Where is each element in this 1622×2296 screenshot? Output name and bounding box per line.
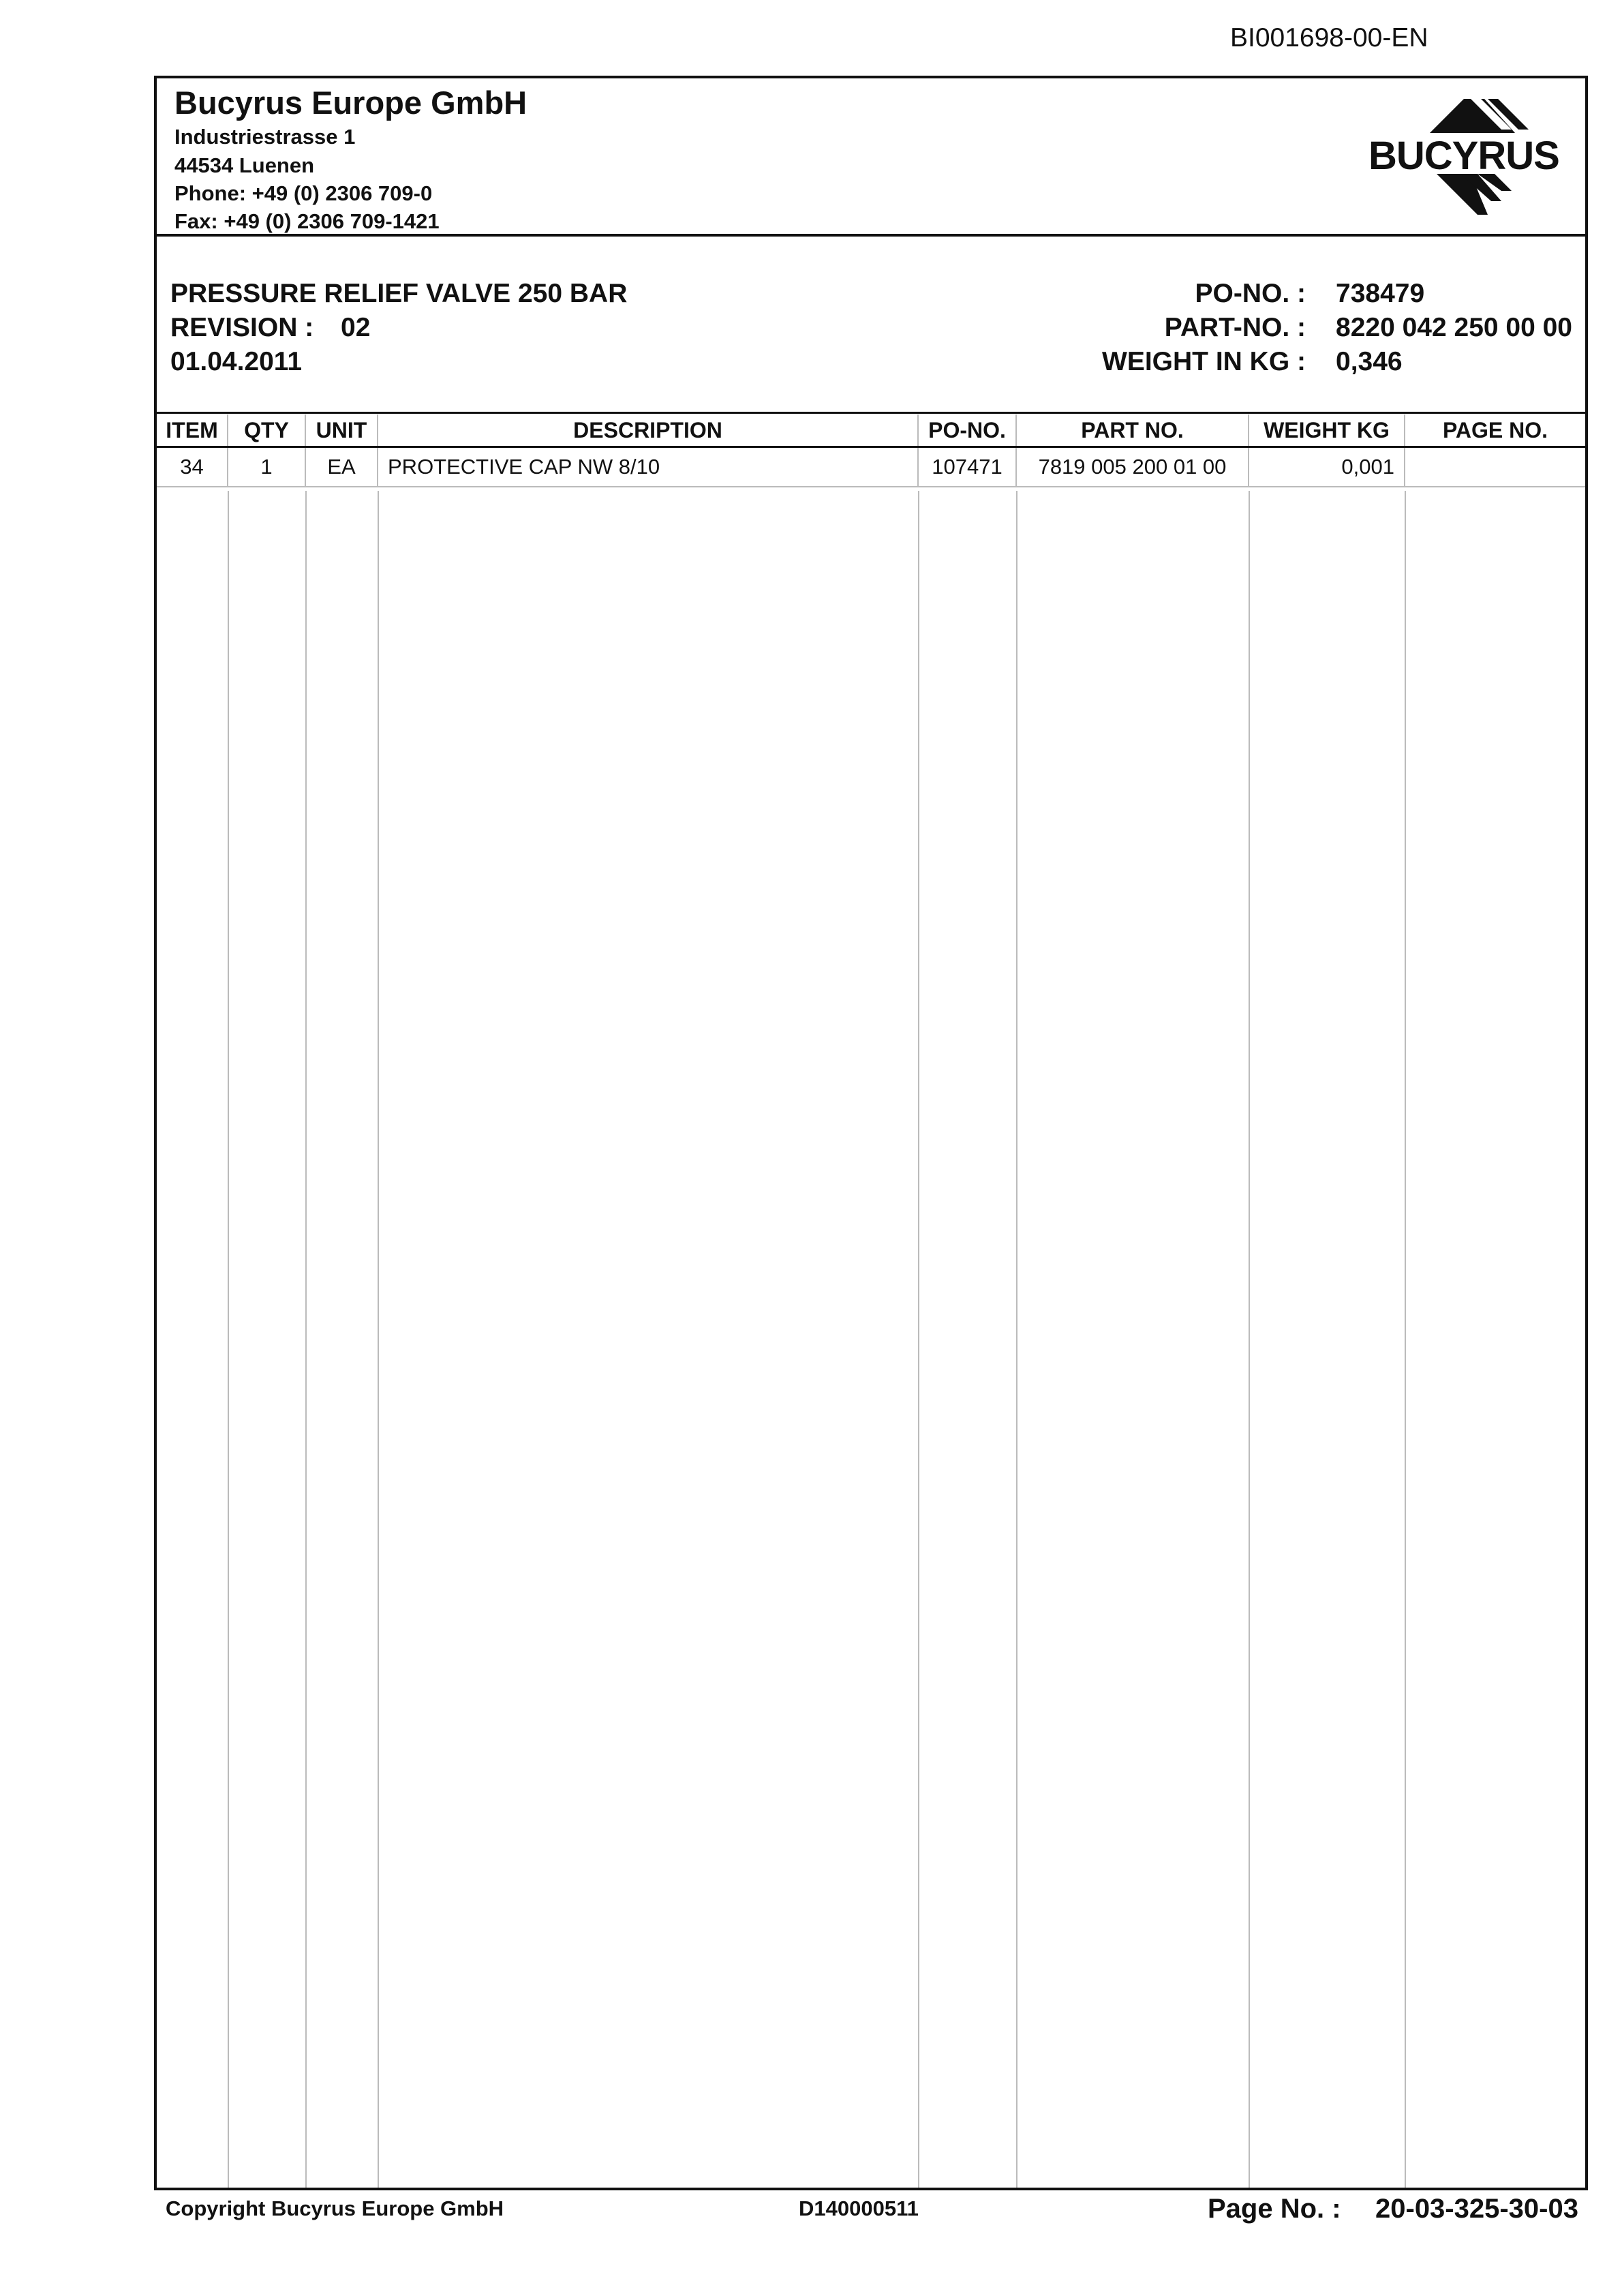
part-no-label: PART-NO. : <box>1164 313 1306 342</box>
logo-text: BUCYRUS <box>1368 134 1559 178</box>
column-header-description: DESCRIPTION <box>378 414 918 447</box>
column-divider <box>305 491 307 2188</box>
weight-value: 0,346 <box>1336 347 1403 376</box>
column-header-weight: WEIGHT KG <box>1249 414 1405 447</box>
column-header-qty: QTY <box>228 414 305 447</box>
bucyrus-logo <box>1368 99 1559 215</box>
part-info <box>157 237 1585 414</box>
document-code: D140000511 <box>799 2196 919 2220</box>
cell-po-no: 107471 <box>918 447 1016 487</box>
cell-page-no <box>1405 447 1585 487</box>
table-row <box>157 447 1585 487</box>
cell-part-no: 7819 005 200 01 00 <box>1016 447 1249 487</box>
revision-value: 02 <box>341 313 371 342</box>
cell-qty: 1 <box>228 447 305 487</box>
page-number-value: 20-03-325-30-03 <box>1375 2194 1578 2224</box>
document-id: BI001698-00-EN <box>1230 23 1428 52</box>
document-frame <box>154 76 1588 2190</box>
cell-unit: EA <box>305 447 378 487</box>
column-header-item: ITEM <box>157 414 228 447</box>
parts-table <box>157 414 1585 487</box>
column-header-part-no: PART NO. <box>1016 414 1249 447</box>
column-header-po-no: PO-NO. <box>918 414 1016 447</box>
company-city: 44534 Luenen <box>174 153 315 177</box>
revision-label: REVISION : <box>170 313 314 342</box>
column-divider <box>918 491 919 2188</box>
column-divider <box>1405 491 1406 2188</box>
weight-label: WEIGHT IN KG : <box>1102 347 1306 376</box>
company-name: Bucyrus Europe GmbH <box>174 85 527 121</box>
part-title: PRESSURE RELIEF VALVE 250 BAR <box>170 279 628 308</box>
company-header <box>157 78 1585 237</box>
cell-description: PROTECTIVE CAP NW 8/10 <box>378 447 918 487</box>
company-street: Industriestrasse 1 <box>174 125 356 149</box>
cell-weight: 0,001 <box>1249 447 1405 487</box>
table-header-row <box>157 414 1585 447</box>
po-label: PO-NO. : <box>1195 279 1306 308</box>
copyright-text: Copyright Bucyrus Europe GmbH <box>166 2196 504 2220</box>
po-value: 738479 <box>1336 279 1425 308</box>
part-no-value: 8220 042 250 00 00 <box>1336 313 1573 342</box>
column-header-unit: UNIT <box>305 414 378 447</box>
page-number-label: Page No. : <box>1208 2194 1341 2224</box>
company-fax: Fax: +49 (0) 2306 709-1421 <box>174 209 440 233</box>
column-divider <box>228 491 229 2188</box>
column-divider <box>1249 491 1250 2188</box>
company-phone: Phone: +49 (0) 2306 709-0 <box>174 181 433 205</box>
part-date: 01.04.2011 <box>170 347 303 376</box>
cell-item: 34 <box>157 447 228 487</box>
column-divider <box>378 491 379 2188</box>
column-divider <box>1016 491 1017 2188</box>
column-header-page-no: PAGE NO. <box>1405 414 1585 447</box>
